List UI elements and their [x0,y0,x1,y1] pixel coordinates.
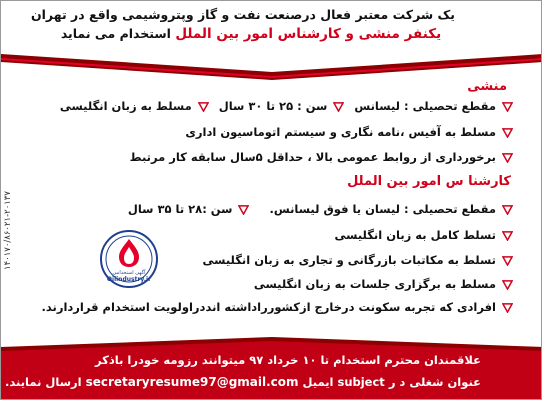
section2-row-3-text: تسلط به مکاتبات بازرگانی و تجاری به زبان انگلیسی [202,253,496,267]
flame-drop-logo-icon [99,229,159,289]
section1-row-1-a: مقطع تحصیلی : لیسانس [354,99,496,113]
chevron-bullet-icon [502,204,513,215]
section1-row-2-text: مسلط به آفیس ،نامه نگاری و سیستم اتوماسیون اداری [185,125,496,139]
chevron-bullet-icon [502,152,513,163]
section2-row-5-text: افرادی که تجربه سکونت درخارج ازکشورراداشته انددراولویت استخدام قراردارند. [41,300,496,314]
chevron-bullet-icon [502,302,513,313]
section2-row-2-text: تسلط کامل به زبان انگلیسی [334,228,496,242]
footer-subject: subject [337,375,385,389]
header-line2 [31,26,471,42]
chevron-bullet-icon [238,204,249,215]
section1-row-3 [43,147,513,167]
side-code: ۱۴۰۱۷۰/۸۶۰۲۱-۲۰۱۳۷ [3,191,13,271]
section1-row-3-text: برخورداری از روابط عمومی بالا ، حداقل ۵سال سابقه کار مرتبط [129,150,496,164]
header-highlight: یکنفر منشی و کارشناس امور بین الملل [175,26,442,42]
section1-row-2 [43,122,513,142]
section2-row-4-text: مسلط به برگزاری جلسات به زبان انگلیسی [253,277,496,291]
section2-row-1 [43,199,513,219]
contact-email[interactable]: secretaryresume97@gmail.com [85,375,299,389]
chevron-bullet-icon [333,101,344,112]
chevron-bullet-icon [198,101,209,112]
section1-row-1-c: مسلط به زبان انگلیسی [59,99,192,113]
footer-line2-c: ارسال نمایند. [5,375,86,389]
footer-line2-a: عنوان شغلی د ر [388,375,481,389]
section2-title: کارشنا س امور بین الملل [347,174,511,189]
chevron-bullet-icon [502,127,513,138]
chevron-bullet-icon [502,255,513,266]
section2-row-1-b: سن :۲۸ تا ۳۵ سال [127,202,233,216]
header-line2-rest: استخدام می نماید [60,26,176,41]
section2-row-1-a: مقطع تحصیلی : لیسان یا فوق لیسانس. [269,202,496,216]
footer-band [1,337,542,400]
footer-line1: علاقمندان محترم استخدام تا ۱۰ خرداد ۹۷ میتوانند رزومه خودرا باذکر [95,353,481,367]
section1-row-1 [43,96,513,116]
section2-row-5 [43,297,513,317]
footer-line2 [1,375,481,389]
section1-row-1-b: سن : ۲۵ تا ۳۰ سال [218,99,328,113]
header-line1: یک شرکت معتبر فعال درصنعت نفت و گاز وپتروشیمی واقع در تهران [30,7,455,22]
chevron-bullet-icon [502,230,513,241]
chevron-bullet-icon [502,101,513,112]
chevron-bullet-icon [502,279,513,290]
footer-line2-b: ایمیل [298,375,338,389]
chevron-band [1,54,542,80]
logo-caption: آگهی استخدامی [112,270,146,276]
section1-title: منشی [467,79,507,94]
logo-site: Oilindustry.ir [106,276,152,283]
